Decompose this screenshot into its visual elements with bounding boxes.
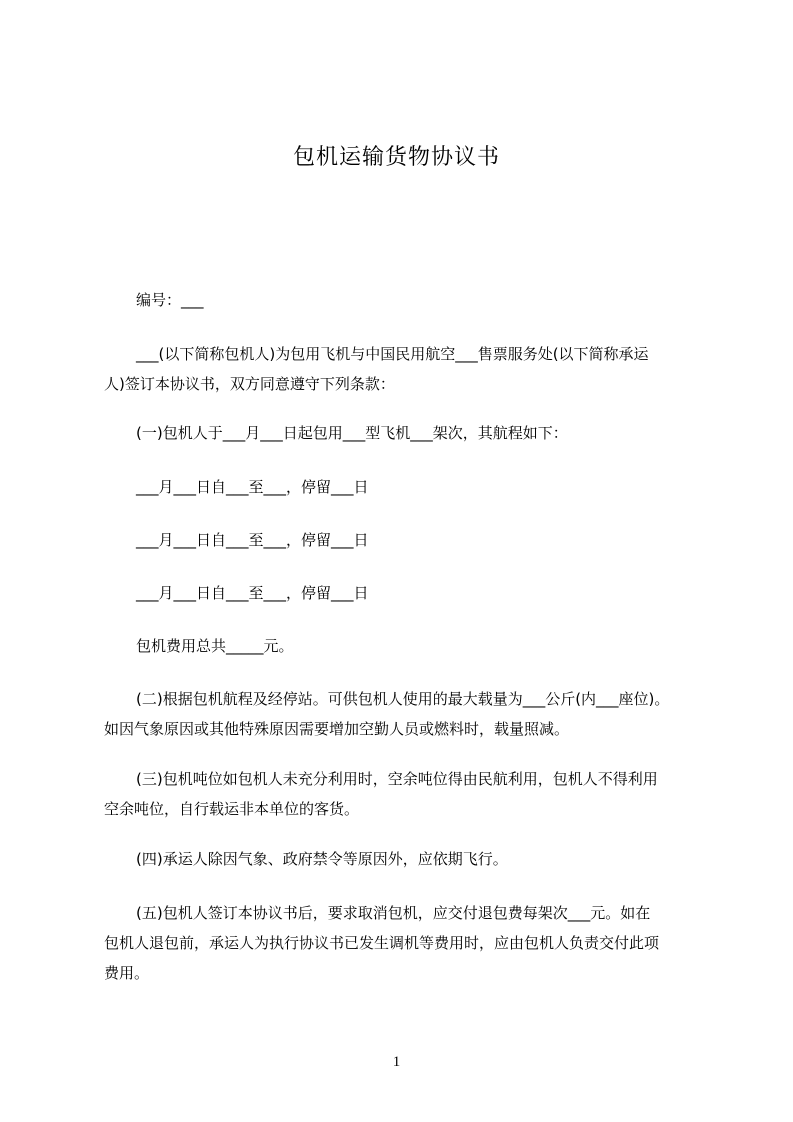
- clause-5-line-1: (五)包机人签订本协议书后，要求取消包机，应交付退包费每架次___元。如在: [136, 904, 651, 922]
- clause-3-line-2: 空余吨位，自行载运非本单位的客货。: [104, 800, 360, 818]
- clause-3-line-1: (三)包机吨位如包机人未充分利用时，空余吨位得由民航利用，包机人不得利用: [136, 770, 658, 788]
- contract-number: 编号：___: [136, 291, 204, 309]
- page-number: 1: [392, 1054, 401, 1070]
- clause-3: [104, 764, 704, 824]
- intro-line-1: ___(以下简称包机人)为包用飞机与中国民用航空___售票服务处(以下简称承运: [136, 345, 649, 363]
- route-line-1: ___月___日自___至___，停留___日: [136, 478, 369, 496]
- document-title: 包机运输货物协议书: [292, 145, 500, 170]
- clause-2-line-1: (二)根据包机航程及经停站。可供包机人使用的最大载量为___公斤(内___座位)。: [136, 690, 670, 708]
- route-line-3: ___月___日自___至___，停留___日: [136, 584, 369, 602]
- clause-2-line-2: 如因气象原因或其他特殊原因需要增加空勤人员或燃料时，载量照减。: [104, 720, 570, 738]
- intro-paragraph: [104, 339, 704, 399]
- intro-line-2: 人)签订本协议书，双方同意遵守下列条款：: [104, 375, 395, 393]
- clause-4: (四)承运人除因气象、政府禁令等原因外，应依期飞行。: [136, 850, 508, 868]
- fee-total: 包机费用总共_____元。: [136, 637, 294, 655]
- clause-5-line-3: 费用。: [104, 964, 150, 982]
- clause-5: [104, 898, 704, 988]
- clause-2: [104, 684, 704, 744]
- route-line-2: ___月___日自___至___，停留___日: [136, 531, 369, 549]
- clause-5-line-2: 包机人退包前，承运人为执行协议书已发生调机等费用时，应由包机人负责交付此项: [104, 934, 660, 952]
- clause-1: (一)包机人于___月___日起包用___型飞机___架次，其航程如下：: [136, 424, 568, 442]
